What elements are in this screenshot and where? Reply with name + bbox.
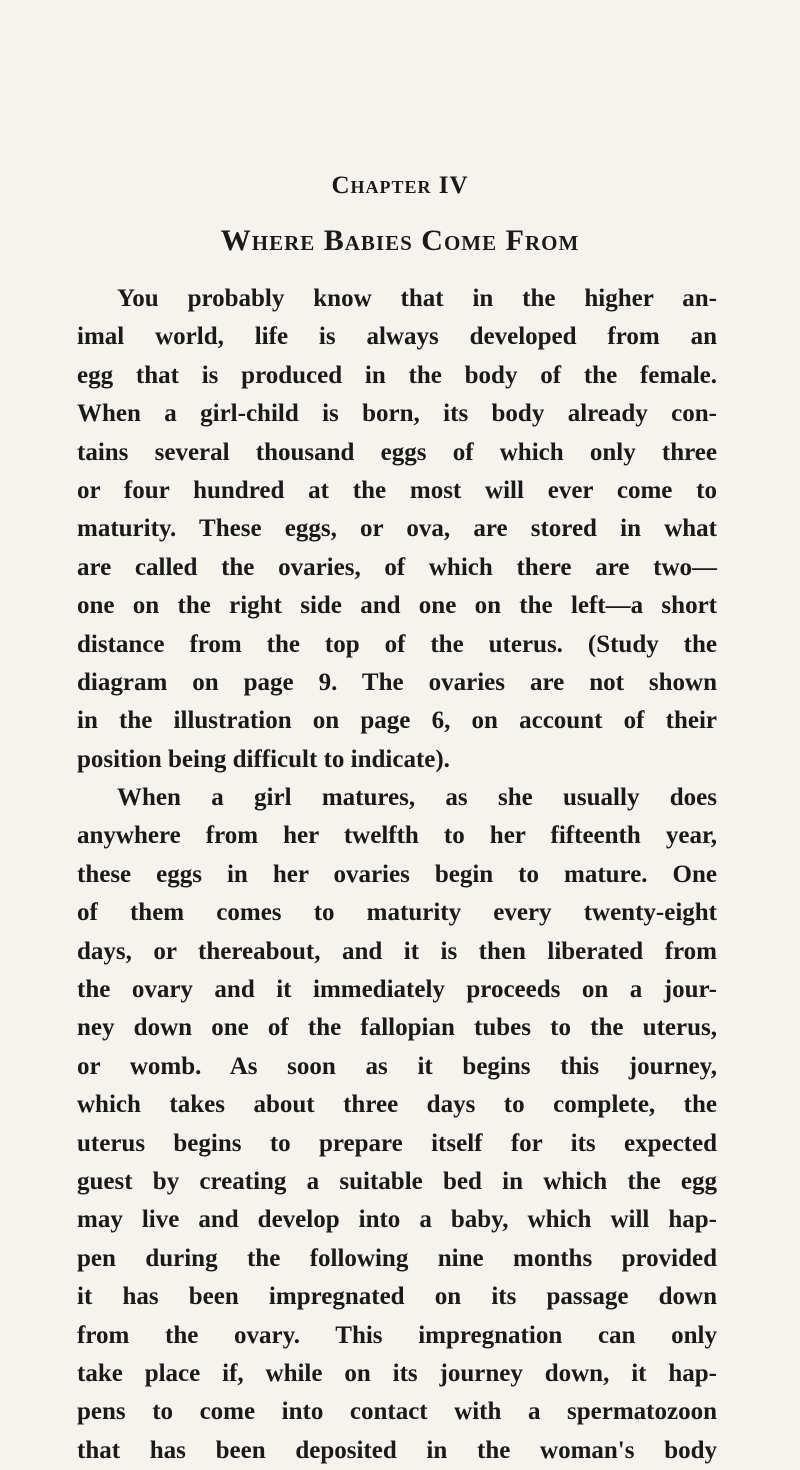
text-line: in the illustration on page 6, on account of their [77,707,717,735]
text-line: uterus begins to prepare itself for its expected [77,1129,717,1157]
text-line: it has been impregnated on its passage down [77,1283,717,1311]
text-line: When a girl matures, as she usually does [117,784,717,812]
text-line: egg that is produced in the body of the female. [77,361,717,389]
text-line: the ovary and it immediately proceeds on a jour- [77,976,717,1004]
text-line: or womb. As soon as it begins this journey, [77,1052,717,1080]
text-line: tains several thousand eggs of which only three [77,438,717,466]
chapter-label: Chapter IV [331,172,469,199]
text-line: imal world, life is always developed from an [77,323,717,351]
text-line: that has been deposited in the woman's body [77,1436,717,1464]
text-line: are called the ovaries, of which there are two— [77,553,717,581]
paragraph-2 [77,779,717,1470]
text-line: take place if, while on its journey down, it hap- [77,1359,717,1387]
chapter-title: Where Babies Come From [220,224,580,257]
text-line: maturity. These eggs, or ova, are stored in what [77,515,717,543]
text-line: When a girl-child is born, its body already con- [77,400,717,428]
text-line: guest by creating a suitable bed in which the egg [77,1167,717,1195]
text-line: which takes about three days to complete, the [77,1091,717,1119]
text-line: distance from the top of the uterus. (Study the [77,630,717,658]
text-line: these eggs in her ovaries begin to mature. One [77,860,717,888]
text-line: diagram on page 9. The ovaries are not shown [77,668,717,696]
text-line: pen during the following nine months provided [77,1244,717,1272]
text-line: or four hundred at the most will ever come to [77,476,717,504]
text-line: from the ovary. This impregnation can only [77,1321,717,1349]
text-line: of them comes to maturity every twenty-eight [77,899,717,927]
paragraph-1 [77,280,717,779]
text-line: days, or thereabout, and it is then liberated from [77,937,717,965]
text-line: one on the right side and one on the left—a short [77,592,717,620]
text-line: pens to come into contact with a spermatozoon [77,1398,717,1426]
text-line: position being difficult to indicate). [77,745,450,773]
body-text [77,280,717,1470]
text-line: You probably know that in the higher an- [117,285,717,312]
text-line: anywhere from her twelfth to her fifteenth year, [77,822,717,850]
text-line: ney down one of the fallopian tubes to the uterus, [77,1014,717,1042]
text-line: may live and develop into a baby, which will hap- [77,1206,717,1234]
